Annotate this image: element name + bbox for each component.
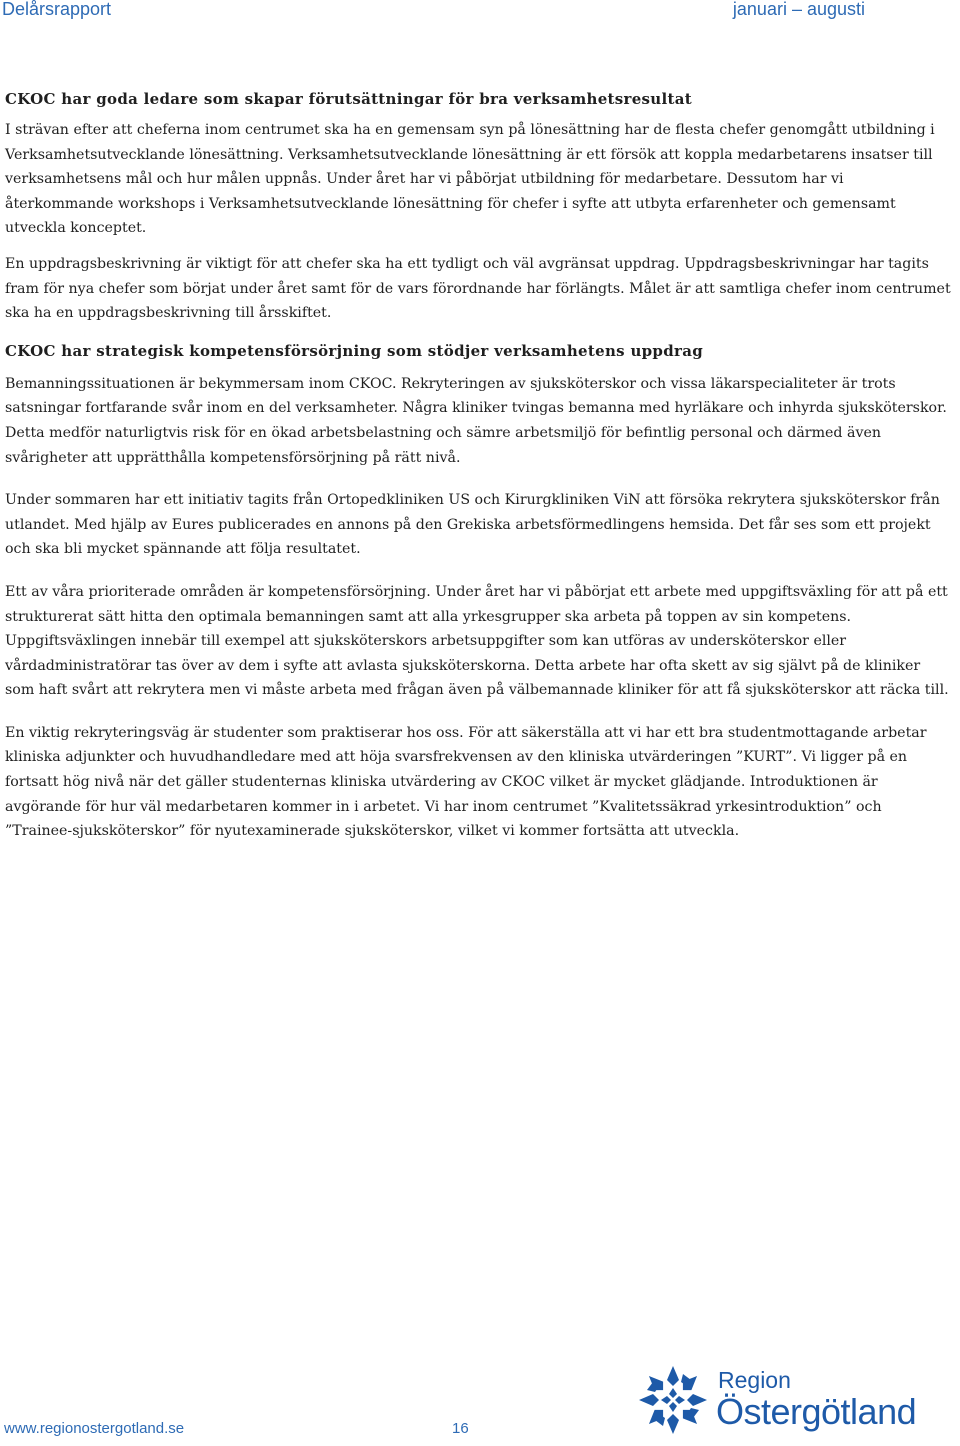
paragraph: Bemanningssituationen är bekymmersam inom CKOC. Rekryteringen av sjuksköterskor och vissa läkarspecialiteter är trots satsningar fortfarande svår inom en del verksamheter. Några kliniker tvingas bemanna med hyrläkare och inhyrda sjuksköterskor. Detta medför naturligtvis risk för en ökad arbetsbelastning och sämre arbetsmiljö för befintlig personal och därmed även svårigheter att upprätthålla kompetensförsörjning på rätt nivå. <box>5 375 947 466</box>
paragraph: Under sommaren har ett initiativ tagits från Ortopedkliniken US och Kirurgkliniken ViN att försöka rekrytera sjuksköterskor från utlandet. Med hjälp av Eures publicerades en annons på den Grekiska arbetsförmedlingens hemsida. Det får ses som ett projekt och ska bli mycket spännande att följa resultatet. <box>5 492 940 558</box>
region-ostergotland-logo-mark-icon <box>636 1363 710 1437</box>
paragraph: En viktig rekryteringsväg är studenter som praktiserar hos oss. För att säkerställa att vi har ett bra studentmottagande arbetar kliniska adjunkter och huvudhandledare med att höja svarsfrekvensen av den kliniska utvärderingen ”KURT”. Vi ligger på en fortsatt hög nivå när det gäller studenternas kliniska utvärdering av CKOC vilket är mycket glädjande. Introduktionen är avgörande för hur väl medarbetaren kommer in i arbetet. Vi har inom centrumet ”Kvalitetssäkrad yrkesintroduktion” och ”Trainee-sjuksköterskor” för nyutexaminerade sjuksköterskor, vilket vi kommer fortsätta att utveckla. <box>5 724 927 840</box>
section-heading: CKOC har goda ledare som skapar förutsättningar för bra verksamhetsresultat <box>5 90 692 108</box>
footer-website-link[interactable]: www.regionostergotland.se <box>4 1420 185 1437</box>
report-period: januari – augusti <box>732 0 865 19</box>
report-title: Delårsrapport <box>2 0 112 19</box>
region-logo <box>636 1363 936 1443</box>
paragraph: Ett av våra prioriterade områden är kompetensförsörjning. Under året har vi påbörjat ett arbete med uppgiftsväxling för att på ett strukturerat sätt hitta den optimala bemanningen samt att alla yrkesgrupper ska arbeta på toppen av sin kompetens. Uppgiftsväxlingen innebär till exempel att sjuksköterskors arbetsuppgifter som kan utföras av undersköterskor eller vårdadministratörar tas över av dem i syfte att avlasta sjuksköterskorna. Detta arbete har ofta skett av sig självt på de kliniker som haft svårt att rekrytera men vi måste arbeta med frågan även på välbemannade kliniker för att få sjuksköterskor att räcka till. <box>5 583 949 699</box>
paragraph: En uppdragsbeskrivning är viktigt för att chefer ska ha ett tydligt och väl avgränsat uppdrag. Uppdragsbeskrivningar har tagits fram för nya chefer som börjat under året samt för de vars förordnande har förlängts. Målet är att samtliga chefer inom centrumet ska ha en uppdragsbeskrivning till årsskiftet. <box>5 255 951 322</box>
section-competence <box>5 340 953 844</box>
page-header <box>0 0 960 22</box>
paragraph: I strävan efter att cheferna inom centrumet ska ha en gemensam syn på lönesättning har de flesta chefer genomgått utbildning i Verksamhetsutvecklande lönesättning. Verksamhetsutvecklande lönesättning är ett försök att koppla medarbetarens insatser till verksamhetsens mål och hur målen uppnås. Under året har vi påbörjat utbildning för medarbetare. Dessutom har vi återkommande workshops i Verksamhetsutvecklande lönesättning för chefer i syfte att utbyta erfarenheter och gemensamt utveckla konceptet. <box>5 122 935 237</box>
section-heading: CKOC har strategisk kompetensförsörjning som stödjer verksamhetens uppdrag <box>5 341 704 360</box>
document-body <box>5 88 953 855</box>
section-leadership <box>5 88 953 326</box>
page-number: 16 <box>452 1420 469 1437</box>
logo-text-ostergotland: Östergötland <box>716 1391 917 1432</box>
logo-text-region: Region <box>718 1367 791 1393</box>
